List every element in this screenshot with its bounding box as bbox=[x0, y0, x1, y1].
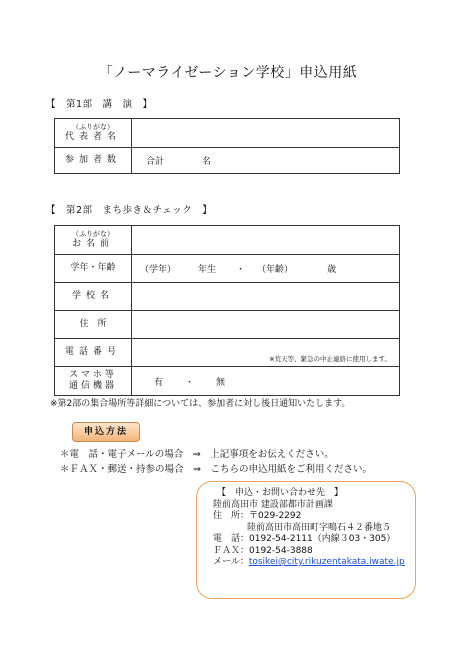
school-input[interactable] bbox=[132, 283, 400, 311]
device-row bbox=[55, 367, 400, 396]
address-label: 住 所 bbox=[55, 311, 132, 339]
name-label: お名前 bbox=[71, 238, 114, 249]
section2-table bbox=[54, 225, 400, 396]
grade-label: 学年・年齢 bbox=[55, 255, 132, 283]
contact-org: 陸前高田市 建設部都市計画課 bbox=[213, 499, 333, 510]
contact-tel: 電 話：0192-54-2111（内線３03・305） bbox=[213, 534, 396, 544]
school-label: 学校名 bbox=[55, 283, 132, 311]
furigana-label: （ふりがな） bbox=[72, 123, 114, 131]
form-title: 「ノーマライゼーション学校」申込用紙 bbox=[98, 65, 358, 81]
address-input[interactable] bbox=[132, 311, 400, 339]
contact-address-label: 住 所： bbox=[213, 511, 250, 521]
participants-label: 参加者数 bbox=[55, 148, 132, 174]
school-row bbox=[55, 283, 400, 311]
contact-mail-link[interactable]: tosikei@city.rikuzentakata.iwate.jp bbox=[248, 557, 405, 567]
device-input[interactable] bbox=[132, 367, 400, 396]
age-prefix: （年齢） bbox=[257, 265, 294, 275]
participants-total-label: 合計 bbox=[146, 157, 165, 167]
grade-separator: ・ bbox=[236, 265, 246, 275]
name-row bbox=[55, 226, 400, 255]
device-separator: ・ bbox=[185, 377, 195, 388]
contact-postal: 〒029-2292 bbox=[249, 511, 302, 521]
grade-unit: 年生 bbox=[198, 265, 217, 275]
representative-row bbox=[55, 119, 400, 148]
participants-input[interactable] bbox=[132, 148, 400, 174]
device-no-option[interactable]: 無 bbox=[216, 377, 226, 388]
representative-label: 代表者名 bbox=[64, 131, 121, 142]
representative-label-cell bbox=[55, 119, 132, 148]
contact-fax: ＦＡＸ：0192-54-3888 bbox=[213, 545, 313, 556]
grade-input[interactable] bbox=[132, 255, 400, 283]
representative-input[interactable] bbox=[132, 119, 400, 148]
participants-unit: 名 bbox=[202, 157, 212, 167]
device-label-line2: 通信機器 bbox=[68, 381, 117, 391]
name-label-cell bbox=[55, 226, 132, 255]
device-label-line1: スマホ等 bbox=[69, 369, 117, 380]
contact-heading: 【 申込・お問い合わせ先 】 bbox=[217, 488, 344, 498]
method-line-fax: ＊ＦＡＸ・郵送・持参の場合 ⇒ こちらの申込用紙をご利用ください。 bbox=[60, 464, 372, 475]
contact-mail-label: メール： bbox=[213, 557, 249, 567]
address-row bbox=[55, 311, 400, 339]
section1-table bbox=[54, 118, 400, 174]
phone-row bbox=[55, 339, 400, 367]
grade-row bbox=[55, 255, 400, 283]
name-input[interactable] bbox=[132, 226, 400, 255]
contact-postal-line bbox=[213, 511, 405, 523]
section1-heading: 【 第1部 講 演 】 bbox=[46, 99, 153, 110]
device-yes-option[interactable]: 有 bbox=[154, 377, 164, 388]
phone-label: 電話番号 bbox=[55, 339, 132, 367]
section2-heading: 【 第2部 まち歩き＆チェック 】 bbox=[46, 205, 213, 216]
phone-note: ※荒天等、緊急の中止連絡に使用します。 bbox=[269, 355, 391, 363]
contact-box bbox=[196, 481, 416, 599]
age-unit: 歳 bbox=[327, 265, 337, 275]
furigana-label: （ふりがな） bbox=[72, 230, 114, 238]
contact-mail-line bbox=[213, 557, 405, 569]
section2-footnote: ※第2部の集合場所等詳細については、参加者に対し後日通知いたします。 bbox=[50, 399, 351, 409]
method-line-phone: ＊電 話・電子メールの場合 ⇒ 上記事項をお伝えください。 bbox=[60, 449, 334, 460]
participants-row bbox=[55, 148, 400, 174]
phone-input[interactable] bbox=[132, 339, 400, 367]
application-method-button[interactable]: 申込方法 bbox=[72, 422, 140, 442]
device-label-cell bbox=[55, 367, 132, 396]
contact-address: 陸前高田市高田町字鳴石４２番地５ bbox=[247, 522, 392, 533]
grade-prefix: （学年） bbox=[140, 265, 177, 275]
